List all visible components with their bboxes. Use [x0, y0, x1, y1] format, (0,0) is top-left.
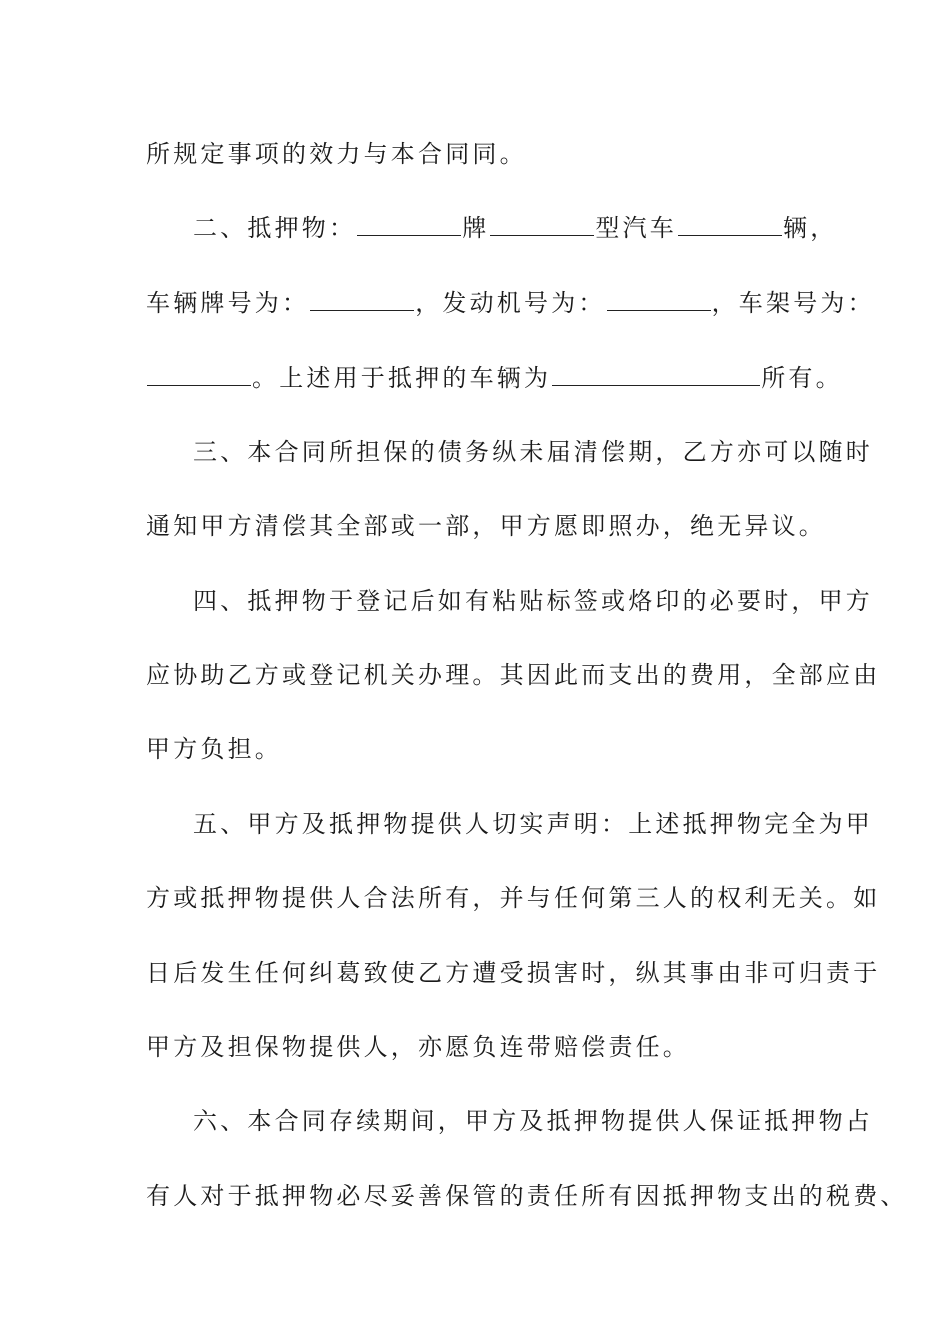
line-text: 有人对于抵押物必尽妥善保管的责任所有因抵押物支出的税费、: [146, 1182, 908, 1210]
clause-2-line-1: [193, 212, 873, 244]
text-line: [146, 1180, 908, 1212]
line-text: 五、甲方及抵押物提供人切实声明：上述抵押物完全为甲: [193, 810, 873, 838]
plate-label: 车辆牌号为：: [146, 289, 310, 317]
quantity-blank: [678, 213, 782, 236]
line-text: 甲方及担保物提供人，亦愿负连带赔偿责任。: [146, 1033, 690, 1061]
owner-label: 。上述用于抵押的车辆为: [252, 364, 552, 392]
line-text: 通知甲方清偿其全部或一部，甲方愿即照办，绝无异议。: [146, 512, 826, 540]
brand-blank: [357, 213, 461, 236]
text-line: [146, 1031, 826, 1063]
text-line: [146, 510, 826, 542]
engine-blank: [607, 288, 711, 311]
line-text: 方或抵押物提供人合法所有，并与任何第三人的权利无关。如: [146, 884, 881, 912]
owned-label: 所有。: [761, 364, 843, 392]
clause-2-line-2: [146, 287, 875, 319]
line-text: 三、本合同所担保的债务纵未届清偿期，乙方亦可以随时: [193, 438, 873, 466]
line-text: 应协助乙方或登记机关办理。其因此而支出的费用，全部应由: [146, 661, 881, 689]
model-label: 型汽车: [595, 214, 678, 242]
frame-blank: [147, 363, 251, 386]
text-line: [146, 659, 881, 691]
text-line: [146, 733, 826, 765]
owner-blank: [552, 363, 760, 386]
line-text: 甲方负担。: [146, 735, 282, 763]
clause-2-heading: 二、抵押物：: [193, 214, 357, 242]
model-blank: [490, 213, 594, 236]
frame-label: ，车架号为：: [711, 289, 875, 317]
engine-label: ，发动机号为：: [415, 289, 606, 317]
text-line: [146, 957, 881, 989]
line-text: 所规定事项的效力与本合同同。: [146, 140, 527, 168]
text-line: [146, 138, 826, 170]
text-line: [193, 436, 873, 468]
text-line: [193, 808, 873, 840]
text-line: [193, 585, 873, 617]
text-line: [193, 1105, 873, 1137]
text-line: [146, 882, 881, 914]
clause-2-line-3: [146, 362, 843, 394]
line-text: 六、本合同存续期间，甲方及抵押物提供人保证抵押物占: [193, 1107, 873, 1135]
quantity-label: 辆，: [783, 214, 838, 242]
line-text: 日后发生任何纠葛致使乙方遭受损害时，纵其事由非可归责于: [146, 959, 881, 987]
brand-label: 牌: [462, 214, 490, 242]
line-text: 四、抵押物于登记后如有粘贴标签或烙印的必要时，甲方: [193, 587, 873, 615]
plate-blank: [310, 288, 414, 311]
